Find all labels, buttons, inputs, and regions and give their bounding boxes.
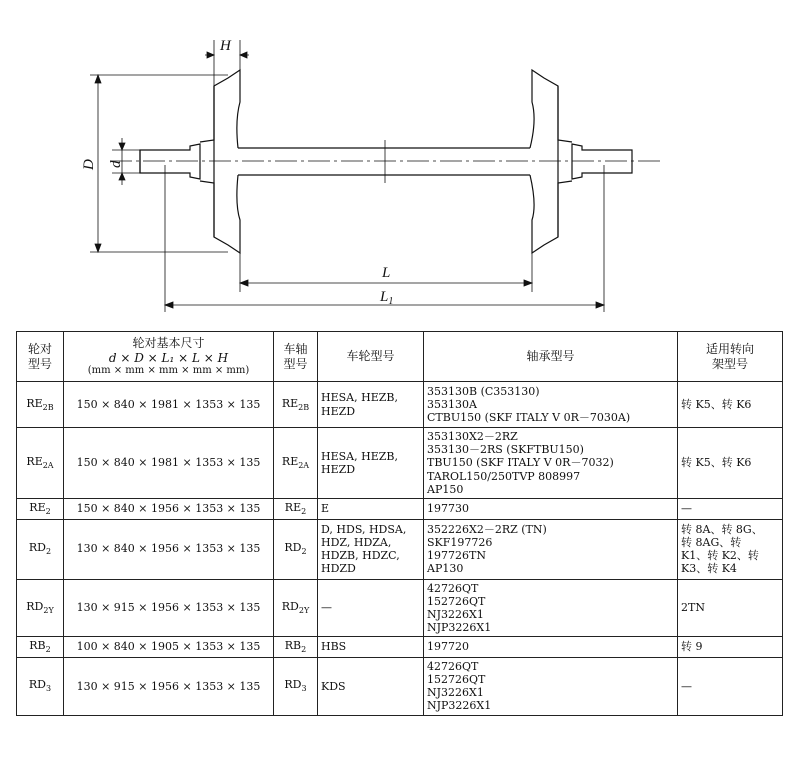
axle-body: [238, 148, 530, 175]
pair-model-sub: 2: [46, 547, 52, 557]
axle-model-sub: 2: [301, 506, 307, 516]
pair-model-base: RE: [29, 500, 46, 514]
cell-axle-model: [274, 428, 318, 499]
right-journal: [572, 144, 632, 179]
cell-wheel-model: —: [318, 579, 424, 637]
cell-axle-model: [274, 579, 318, 637]
header-wheel-model: 车轮型号: [318, 332, 424, 382]
cell-dimensions: 130 × 840 × 1956 × 1353 × 135: [64, 519, 274, 579]
axle-model-base: RE: [281, 396, 299, 410]
cell-wheel-model: D, HDS, HDSA, HDZ, HDZA, HDZB, HDZC, HDZD: [318, 519, 424, 579]
pair-model-base: RD: [28, 678, 46, 692]
right-wheel: [530, 70, 572, 253]
pair-model-sub: 3: [46, 684, 52, 694]
cell-axle-model: [274, 637, 318, 658]
cell-bearing-model: 353130B (C353130) 353130A CTBU150 (SKF ITALY V 0R－7030A): [424, 382, 678, 428]
axle-model-sub: 2: [301, 645, 307, 655]
cell-axle-model: [274, 382, 318, 428]
cell-bearing-model: 42726QT 152726QT NJ3226X1 NJP3226X1: [424, 657, 678, 715]
left-wheel: [200, 70, 240, 253]
cell-wheel-model: HESA, HEZB, HEZD: [318, 428, 424, 499]
axle-model-sub: 2Y: [298, 606, 310, 616]
dim-label-L1: $L_1$: [380, 289, 394, 307]
cell-wheel-model: HBS: [318, 637, 424, 658]
axle-model-base: RE: [284, 500, 302, 514]
cell-dimensions: 130 × 915 × 1956 × 1353 × 135: [64, 657, 274, 715]
cell-pair-model: [17, 428, 64, 499]
dim-label-L: L: [382, 265, 391, 281]
axle-model-sub: 3: [301, 684, 307, 694]
axle-model-sub: 2: [301, 547, 307, 557]
axle-model-base: RD: [284, 678, 302, 692]
cell-bogie-model: —: [678, 657, 783, 715]
cell-dimensions: 150 × 840 × 1981 × 1353 × 135: [64, 428, 274, 499]
pair-model-sub: 2A: [42, 461, 54, 471]
left-journal: [140, 144, 200, 179]
cell-wheel-model: E: [318, 498, 424, 519]
header-bogie-model: 适用转向 架型号: [678, 332, 783, 382]
cell-dimensions: 150 × 840 × 1981 × 1353 × 135: [64, 382, 274, 428]
axle-model-sub: 2A: [298, 461, 310, 471]
pair-model-base: RB: [29, 639, 46, 653]
header-basic-dimensions: [64, 332, 274, 382]
pair-model-sub: 2: [45, 645, 51, 655]
table-row: [17, 637, 783, 658]
cell-pair-model: [17, 657, 64, 715]
cell-bearing-model: 352226X2－2RZ (TN) SKF197726 197726TN AP130: [424, 519, 678, 579]
cell-bogie-model: 转 K5、转 K6: [678, 428, 783, 499]
pair-model-base: RD: [26, 600, 44, 614]
table-row: [17, 579, 783, 637]
cell-bogie-model: 转 8A、转 8G、 转 8AG、转 K1、转 K2、转 K3、转 K4: [678, 519, 783, 579]
header-dims-title: 轮对基本尺寸: [132, 336, 205, 351]
dim-label-D: D: [81, 159, 97, 170]
pair-model-base: RD: [28, 541, 46, 555]
pair-model-sub: 2Y: [43, 606, 54, 616]
header-bearing-model: 轴承型号: [424, 332, 678, 382]
cell-pair-model: [17, 637, 64, 658]
table-row: [17, 657, 783, 715]
table-row: [17, 428, 783, 499]
header-axle-model: 车轴 型号: [274, 332, 318, 382]
cell-dimensions: 100 × 840 × 1905 × 1353 × 135: [64, 637, 274, 658]
cell-bogie-model: 2TN: [678, 579, 783, 637]
cell-axle-model: [274, 657, 318, 715]
cell-bearing-model: 353130X2－2RZ 353130－2RS (SKFTBU150) TBU150 (SKF ITALY V 0R－7032) TAROL150/250TVP 808997 AP150: [424, 428, 678, 499]
axle-model-sub: 2B: [298, 402, 310, 412]
cell-axle-model: [274, 498, 318, 519]
cell-dimensions: 130 × 915 × 1956 × 1353 × 135: [64, 579, 274, 637]
cell-pair-model: [17, 382, 64, 428]
cell-axle-model: [274, 519, 318, 579]
table-row: [17, 519, 783, 579]
cell-bogie-model: 转 9: [678, 637, 783, 658]
cell-bogie-model: 转 K5、转 K6: [678, 382, 783, 428]
cell-dimensions: 150 × 840 × 1956 × 1353 × 135: [64, 498, 274, 519]
cell-bearing-model: 197720: [424, 637, 678, 658]
axle-model-base: RE: [281, 455, 299, 469]
dim-label-d: d: [108, 160, 124, 168]
pair-model-base: RE: [26, 455, 43, 469]
cell-wheel-model: KDS: [318, 657, 424, 715]
pair-model-sub: 2: [45, 506, 51, 516]
dim-label-H: H: [220, 38, 231, 54]
header-pair-model: 轮对 型号: [17, 332, 64, 382]
axle-model-base: RD: [281, 600, 299, 614]
pair-model-base: RE: [26, 396, 43, 410]
pair-model-sub: 2B: [42, 402, 54, 412]
cell-bearing-model: 42726QT 152726QT NJ3226X1 NJP3226X1: [424, 579, 678, 637]
header-dims-formula: d × D × L₁ × L × H: [108, 350, 229, 365]
cell-pair-model: [17, 519, 64, 579]
table-row: [17, 498, 783, 519]
axle-model-base: RB: [284, 639, 302, 653]
header-dims-units: (mm × mm × mm × mm × mm): [87, 364, 250, 376]
cell-bearing-model: 197730: [424, 498, 678, 519]
cell-pair-model: [17, 579, 64, 637]
wheelset-drawing: [0, 0, 800, 330]
table-row: [17, 382, 783, 428]
table-header-row: [17, 332, 783, 382]
axle-model-base: RD: [284, 541, 302, 555]
cell-bogie-model: —: [678, 498, 783, 519]
cell-wheel-model: HESA, HEZB, HEZD: [318, 382, 424, 428]
cell-pair-model: [17, 498, 64, 519]
wheelset-spec-table: [16, 331, 783, 716]
